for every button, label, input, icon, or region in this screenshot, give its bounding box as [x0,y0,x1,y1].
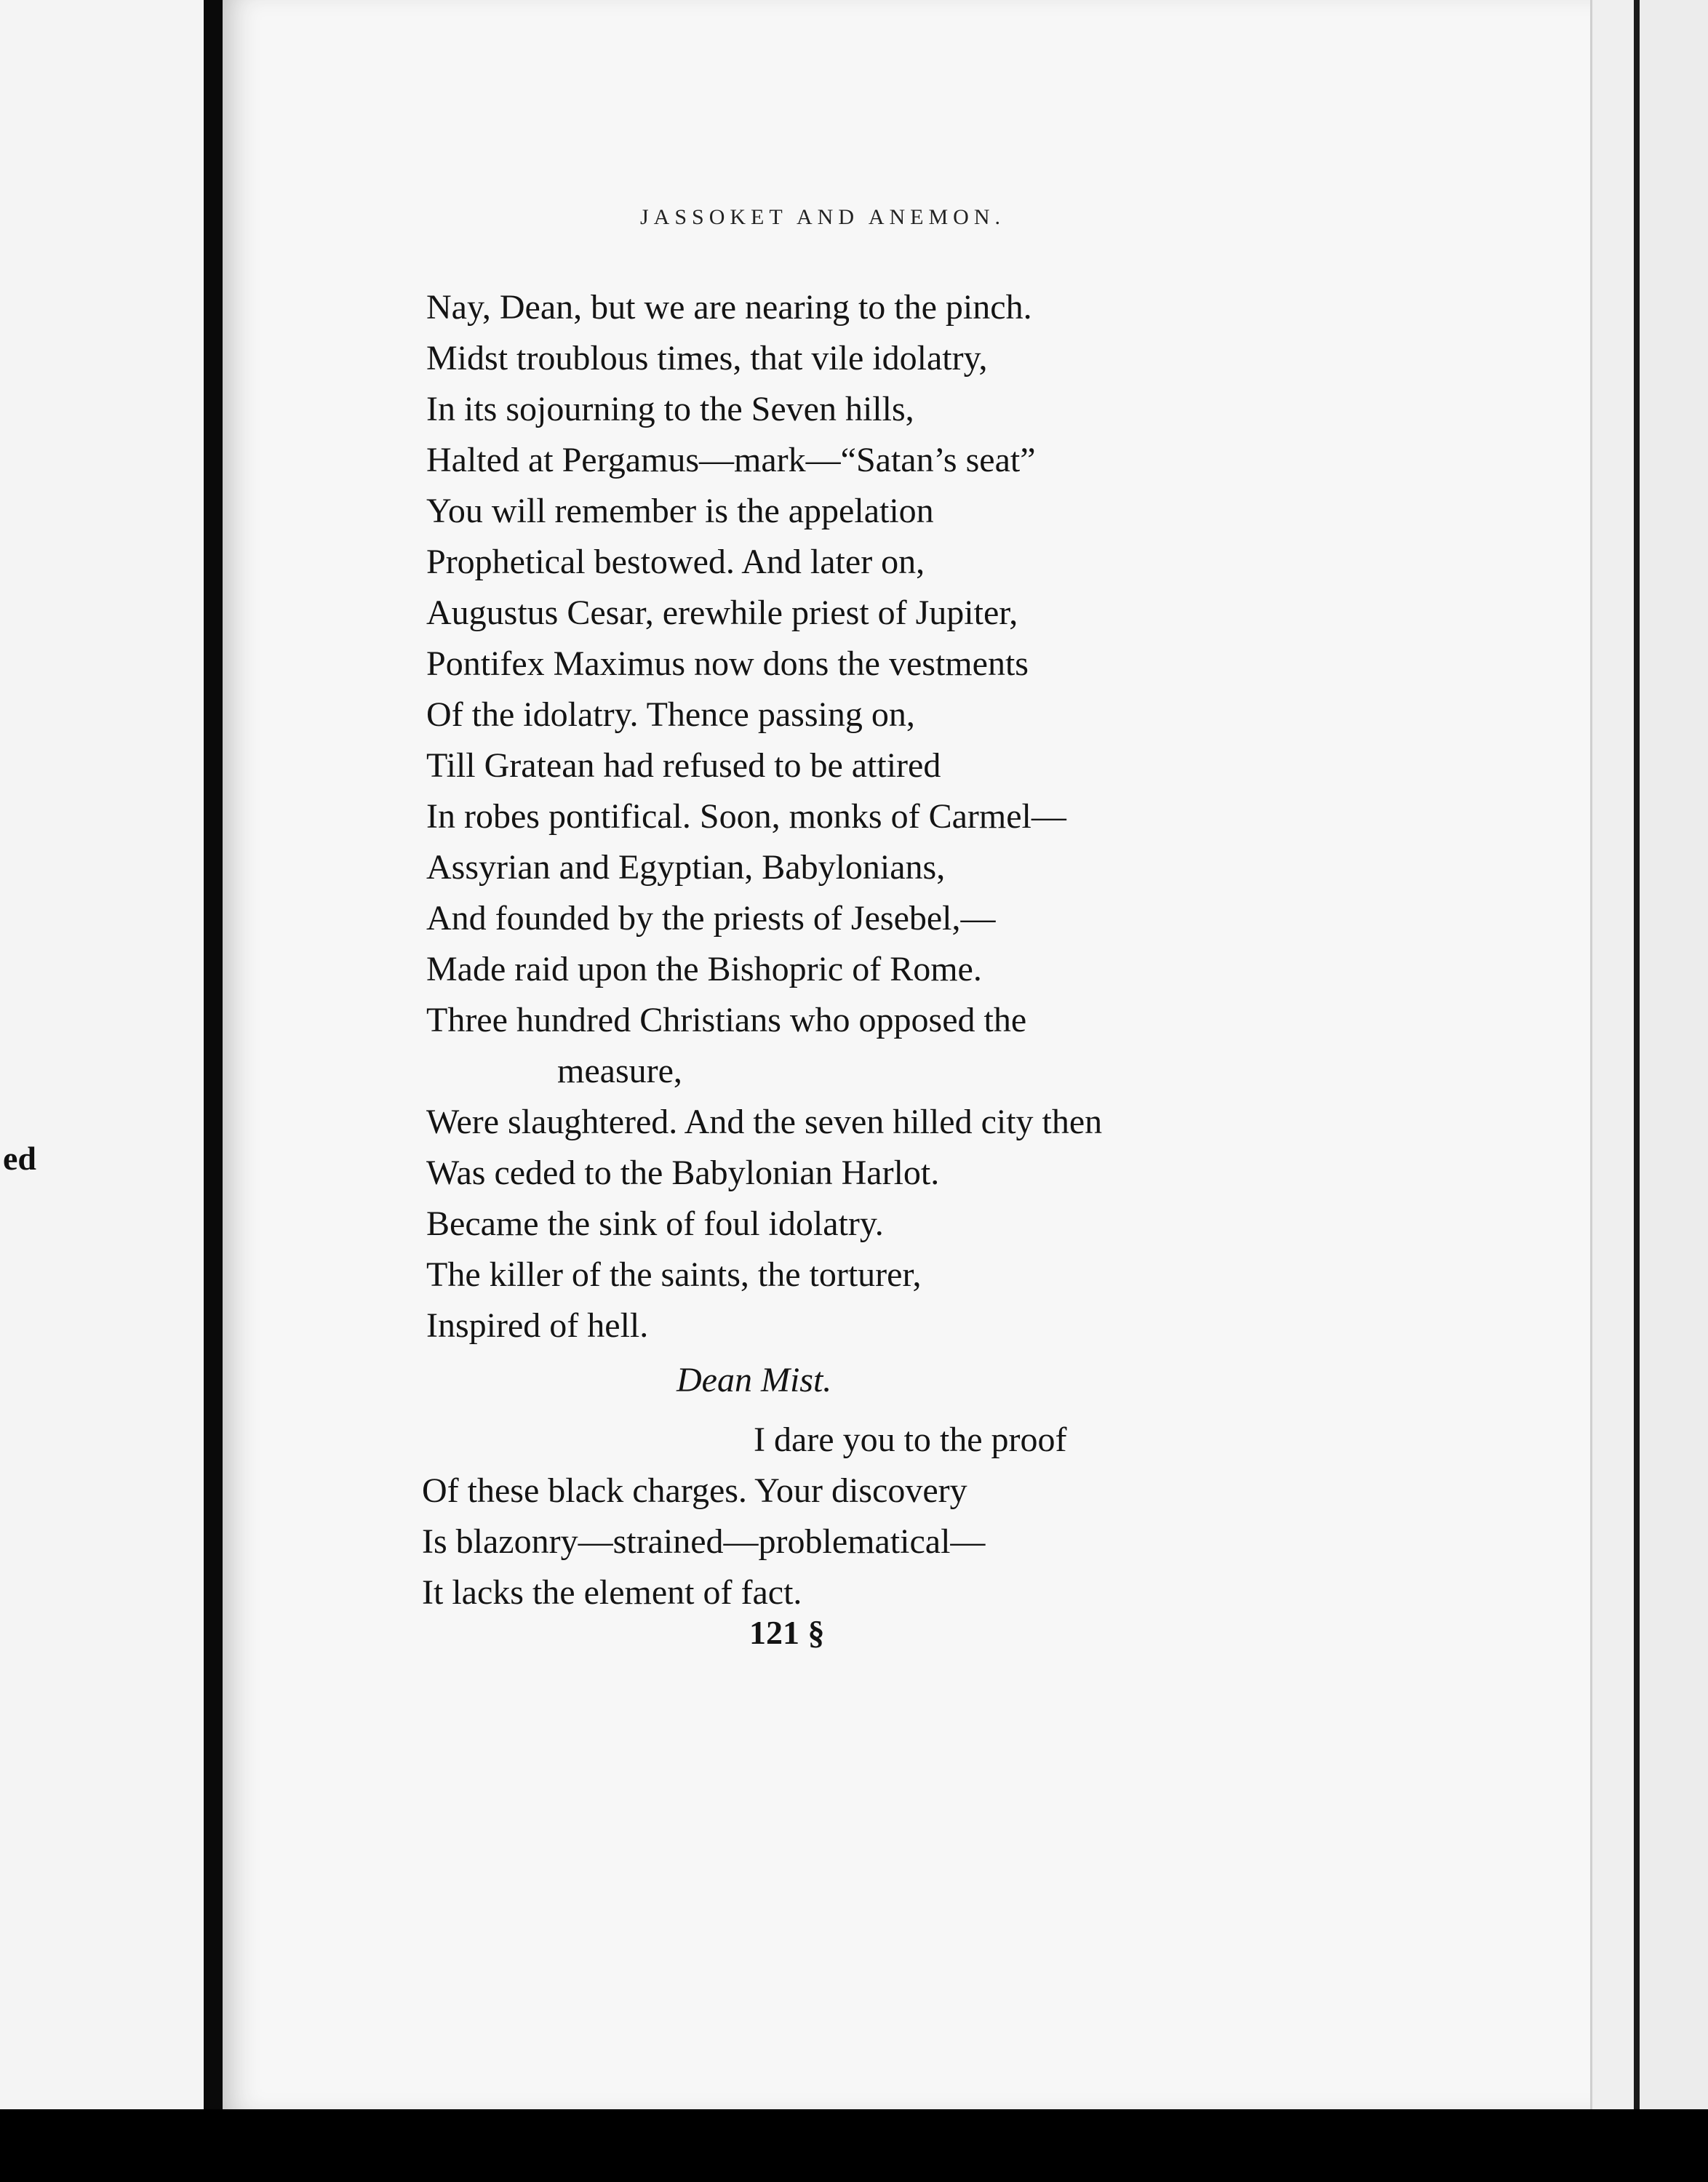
verse-line: Were slaughtered. And the seven hilled city then [426,1103,1103,1141]
verse-line: And founded by the priests of Jesebel,— [426,899,996,938]
reply-block [422,1415,1368,1618]
verse-line: In robes pontifical. Soon, monks of Carmel— [426,797,1066,836]
page-number: 121 § [749,1614,825,1651]
page-edge-shadow [1634,0,1640,2109]
verse-line: Was ceded to the Babylonian Harlot. [426,1154,940,1192]
verse-line: In its sojourning to the Seven hills, [426,390,914,428]
verse-line: The killer of the saints, the torturer, [426,1255,922,1294]
verse-line: Inspired of hell. [426,1306,649,1345]
verse-line: Pontifex Maximus now dons the vestments [426,644,1029,683]
speaker-name: Dean Mist. [677,1361,832,1399]
left-page-fragment: ed [3,1140,36,1177]
verse-line: Assyrian and Egyptian, Babylonians, [426,848,946,887]
verse-line-turnover: measure, [557,1052,682,1090]
verse-line: Made raid upon the Bishopric of Rome. [426,950,982,988]
reply-line: I dare you to the proof [754,1420,1067,1459]
running-head: JASSOKET AND ANEMON. [640,205,1005,229]
verse-block [426,282,1372,1351]
scan-border [0,2109,1708,2182]
verse-line: Became the sink of foul idolatry. [426,1204,884,1243]
verse-line: Midst troublous times, that vile idolatry, [426,339,988,377]
verse-line: Nay, Dean, but we are nearing to the pinch. [426,288,1032,327]
verse-line: Prophetical bestowed. And later on, [426,543,925,581]
page-edge [1590,0,1636,2109]
verse-line: Till Gratean had refused to be attired [426,746,941,785]
reply-line: Of these black charges. Your discovery [422,1471,967,1510]
left-page [0,0,204,2109]
page-edge-outer [1640,0,1708,2109]
verse-line: Of the idolatry. Thence passing on, [426,695,915,734]
reply-line: Is blazonry—strained—problematical— [422,1522,986,1561]
verse-line: Augustus Cesar, erewhile priest of Jupiter, [426,594,1018,632]
verse-line: Three hundred Christians who opposed the [426,1001,1027,1039]
verse-line: Halted at Pergamus—mark—“Satan’s seat” [426,441,1036,479]
verse-line: You will remember is the appelation [426,492,934,530]
reply-line: It lacks the element of fact. [422,1573,802,1612]
gutter-shadow [204,0,223,2109]
